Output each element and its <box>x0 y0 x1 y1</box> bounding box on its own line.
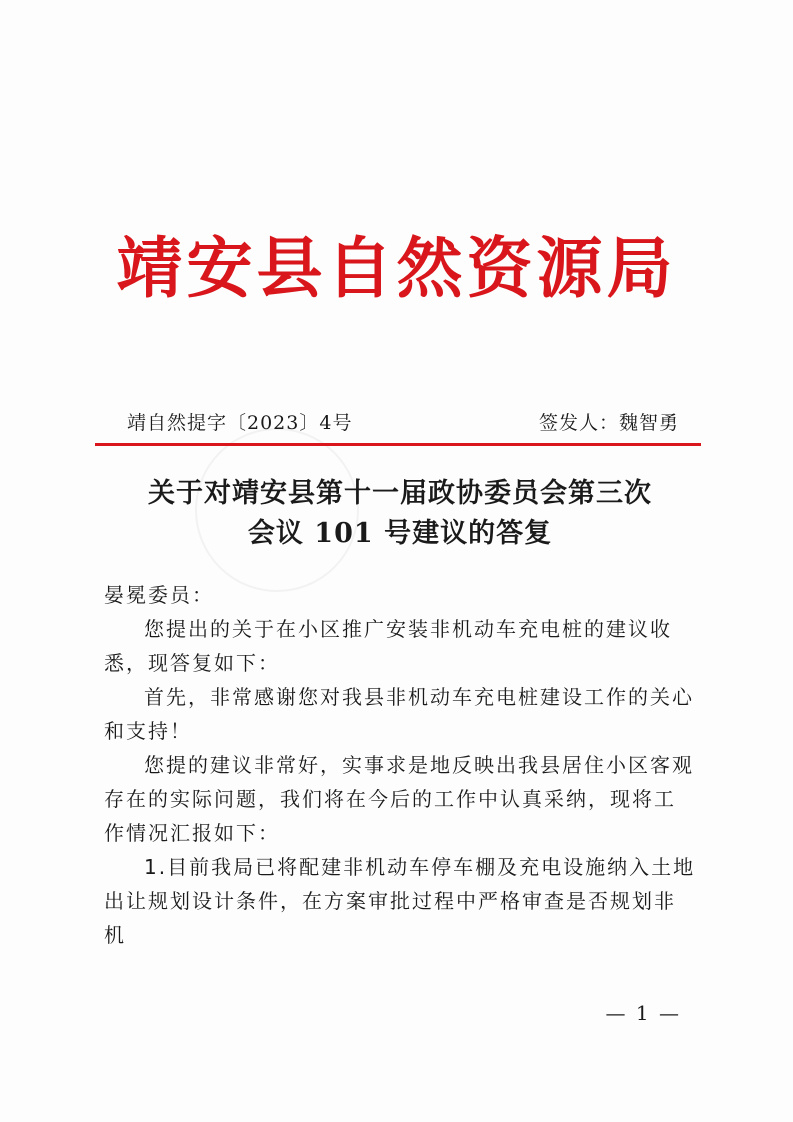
body-paragraph-3: 您提的建议非常好，实事求是地反映出我县居住小区客观存在的实际问题，我们将在今后的工作中认真采纳，现将工作情况汇报如下： <box>104 753 694 845</box>
red-divider-line <box>95 443 701 446</box>
title-line-1: 关于对靖安县第十一届政协委员会第三次 <box>148 478 652 509</box>
document-body <box>104 578 696 952</box>
body-paragraph-2: 首先，非常感谢您对我县非机动车充电桩建设工作的关心和支持！ <box>104 685 694 743</box>
page-number: — 1 — <box>605 1001 681 1025</box>
issuer-signature-line: 签发人：魏智勇 <box>538 412 679 434</box>
body-paragraph-4: 1.目前我局已将配建非机动车停车棚及充电设施纳入土地出让规划设计条件，在方案审批过程中严格审查是否规划非机 <box>104 855 696 947</box>
document-title <box>80 474 720 554</box>
body-paragraph-1: 您提出的关于在小区推广安装非机动车充电桩的建议收悉，现答复如下： <box>104 617 672 675</box>
title-line-2: 会议 101 号建议的答复 <box>247 518 553 549</box>
agency-masthead: 靖安县自然资源局 <box>116 229 677 307</box>
document-number: 靖自然提字〔2023〕4号 <box>127 412 353 434</box>
salutation: 晏冕委员： <box>104 583 214 607</box>
